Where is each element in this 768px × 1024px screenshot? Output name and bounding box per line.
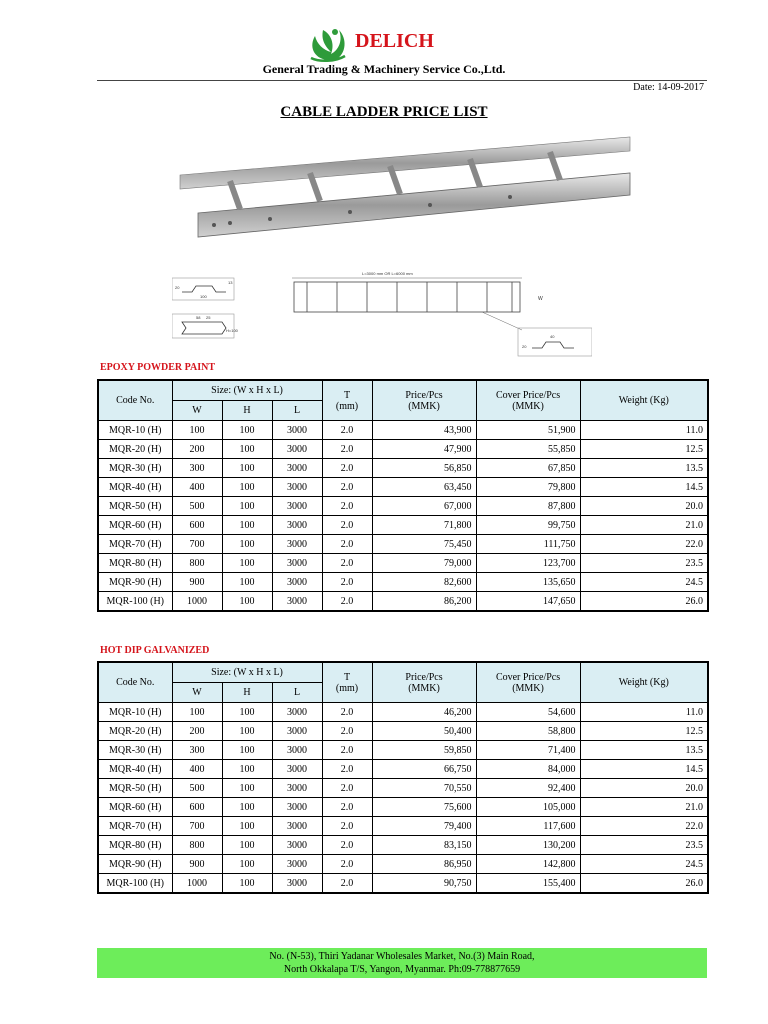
table-cell: 2.0 <box>322 798 372 817</box>
dim-label: 25 <box>206 315 211 320</box>
table-cell: 100 <box>222 836 272 855</box>
table-cell: 2.0 <box>322 478 372 497</box>
table-cell: 3000 <box>272 703 322 722</box>
document-title: CABLE LADDER PRICE LIST <box>280 104 488 120</box>
table-cell: 46,200 <box>372 703 476 722</box>
section-label-epoxy: EPOXY POWDER PAINT <box>100 362 215 373</box>
dim-label: 20 <box>175 285 180 290</box>
table-cell: 20.0 <box>580 497 708 516</box>
table-cell: 3000 <box>272 760 322 779</box>
table-row <box>98 535 708 554</box>
company-subtitle: General Trading & Machinery Service Co.,Ltd. <box>262 62 506 76</box>
table-cell: 71,400 <box>476 741 580 760</box>
dim-label: 58 <box>196 315 201 320</box>
table-cell: 59,850 <box>372 741 476 760</box>
table-cell: MQR-20 (H) <box>98 722 172 741</box>
table-cell: 86,200 <box>372 592 476 612</box>
table-cell: 26.0 <box>580 592 708 612</box>
table-cell: MQR-60 (H) <box>98 798 172 817</box>
table-cell: MQR-50 (H) <box>98 497 172 516</box>
table-cell: 100 <box>222 817 272 836</box>
table-cell: 111,750 <box>476 535 580 554</box>
table-cell: 147,650 <box>476 592 580 612</box>
table-cell: 135,650 <box>476 573 580 592</box>
col-header-size: Size: (W x H x L) <box>172 662 322 683</box>
table-cell: 100 <box>222 535 272 554</box>
table-cell: 66,750 <box>372 760 476 779</box>
table-cell: 79,000 <box>372 554 476 573</box>
table-cell: 3000 <box>272 855 322 874</box>
table-cell: 70,550 <box>372 779 476 798</box>
table-cell: 21.0 <box>580 798 708 817</box>
table-cell: MQR-80 (H) <box>98 554 172 573</box>
table-cell: 2.0 <box>322 573 372 592</box>
table-cell: 2.0 <box>322 836 372 855</box>
table-cell: 3000 <box>272 817 322 836</box>
table-cell: 47,900 <box>372 440 476 459</box>
table-cell: 100 <box>222 722 272 741</box>
table-cell: 117,600 <box>476 817 580 836</box>
table-row <box>98 592 708 612</box>
table-cell: 79,800 <box>476 478 580 497</box>
table-cell: MQR-10 (H) <box>98 421 172 440</box>
table-cell: 14.5 <box>580 478 708 497</box>
price-table-epoxy <box>97 379 709 612</box>
col-header-h: H <box>222 683 272 703</box>
table-cell: 100 <box>172 421 222 440</box>
table-cell: 3000 <box>272 874 322 894</box>
table-cell: MQR-80 (H) <box>98 836 172 855</box>
table-cell: 2.0 <box>322 554 372 573</box>
table-cell: MQR-30 (H) <box>98 741 172 760</box>
table-cell: 55,850 <box>476 440 580 459</box>
table-cell: 100 <box>222 440 272 459</box>
table-cell: 50,400 <box>372 722 476 741</box>
dim-label: 20 <box>522 344 527 349</box>
document-date: Date: 14-09-2017 <box>633 82 704 93</box>
table-cell: 21.0 <box>580 516 708 535</box>
table-cell: 100 <box>222 554 272 573</box>
table-cell: 67,850 <box>476 459 580 478</box>
table-cell: 63,450 <box>372 478 476 497</box>
col-header-weight: Weight (Kg) <box>580 380 708 421</box>
table-cell: 75,600 <box>372 798 476 817</box>
company-logo <box>300 24 470 64</box>
table-cell: 900 <box>172 573 222 592</box>
table-cell: 3000 <box>272 573 322 592</box>
table-row <box>98 573 708 592</box>
table-cell: 2.0 <box>322 535 372 554</box>
table-row <box>98 554 708 573</box>
dim-label: 13 <box>228 280 233 285</box>
table-cell: 155,400 <box>476 874 580 894</box>
table-cell: 2.0 <box>322 440 372 459</box>
table-cell: 79,400 <box>372 817 476 836</box>
length-note: L=3000 mm OR L=6000 mm <box>362 271 413 276</box>
table-cell: 2.0 <box>322 741 372 760</box>
col-header-weight: Weight (Kg) <box>580 662 708 703</box>
col-header-price: Price/Pcs (MMK) <box>372 662 476 703</box>
table-row <box>98 497 708 516</box>
table-row <box>98 798 708 817</box>
table-cell: 2.0 <box>322 817 372 836</box>
table-cell: 3000 <box>272 516 322 535</box>
table-cell: 3000 <box>272 554 322 573</box>
table-cell: 92,400 <box>476 779 580 798</box>
table-cell: 75,450 <box>372 535 476 554</box>
table-cell: 500 <box>172 779 222 798</box>
table-cell: MQR-40 (H) <box>98 478 172 497</box>
col-header-code: Code No. <box>98 662 172 703</box>
table-row <box>98 478 708 497</box>
table-cell: 84,000 <box>476 760 580 779</box>
table-cell: 71,800 <box>372 516 476 535</box>
table-cell: 22.0 <box>580 817 708 836</box>
table-cell: 400 <box>172 760 222 779</box>
table-cell: 100 <box>222 855 272 874</box>
table-cell: MQR-20 (H) <box>98 440 172 459</box>
table-cell: 100 <box>222 516 272 535</box>
table-cell: MQR-100 (H) <box>98 874 172 894</box>
table-cell: 90,750 <box>372 874 476 894</box>
col-header-price: Price/Pcs (MMK) <box>372 380 476 421</box>
section-label-galvanized: HOT DIP GALVANIZED <box>100 645 210 656</box>
col-header-l: L <box>272 683 322 703</box>
table-cell: 100 <box>222 779 272 798</box>
col-header-l: L <box>272 401 322 421</box>
table-cell: 22.0 <box>580 535 708 554</box>
col-header-h: H <box>222 401 272 421</box>
table-cell: 24.5 <box>580 573 708 592</box>
table-cell: 100 <box>222 573 272 592</box>
table-cell: 300 <box>172 741 222 760</box>
table-row <box>98 817 708 836</box>
dim-label: H=100 <box>226 328 238 333</box>
table-row <box>98 779 708 798</box>
col-header-w: W <box>172 401 222 421</box>
table-row <box>98 722 708 741</box>
cable-ladder-photo <box>170 133 632 245</box>
table-cell: 2.0 <box>322 760 372 779</box>
table-cell: 2.0 <box>322 459 372 478</box>
table-cell: 400 <box>172 478 222 497</box>
table-cell: 700 <box>172 535 222 554</box>
technical-drawing <box>172 268 592 358</box>
table-cell: 100 <box>222 592 272 612</box>
table-cell: 100 <box>222 741 272 760</box>
table-cell: 3000 <box>272 478 322 497</box>
table-cell: 12.5 <box>580 722 708 741</box>
col-header-cover-price: Cover Price/Pcs (MMK) <box>476 380 580 421</box>
col-header-size: Size: (W x H x L) <box>172 380 322 401</box>
table-cell: 100 <box>222 421 272 440</box>
table-row <box>98 459 708 478</box>
table-cell: 800 <box>172 836 222 855</box>
table-row <box>98 421 708 440</box>
col-header-t: T (mm) <box>322 380 372 421</box>
table-cell: 56,850 <box>372 459 476 478</box>
table-cell: 23.5 <box>580 554 708 573</box>
table-cell: 51,900 <box>476 421 580 440</box>
table-cell: 87,800 <box>476 497 580 516</box>
table-cell: 3000 <box>272 497 322 516</box>
table-cell: 2.0 <box>322 497 372 516</box>
table-cell: 14.5 <box>580 760 708 779</box>
table-cell: 26.0 <box>580 874 708 894</box>
table-cell: 100 <box>222 798 272 817</box>
table-cell: 200 <box>172 722 222 741</box>
table-cell: MQR-40 (H) <box>98 760 172 779</box>
table-cell: 43,900 <box>372 421 476 440</box>
table-cell: 100 <box>222 478 272 497</box>
table-cell: 100 <box>222 497 272 516</box>
price-table-galvanized <box>97 661 709 894</box>
col-header-cover-price: Cover Price/Pcs (MMK) <box>476 662 580 703</box>
table-row <box>98 703 708 722</box>
table-row <box>98 760 708 779</box>
col-header-w: W <box>172 683 222 703</box>
table-cell: 900 <box>172 855 222 874</box>
table-cell: 11.0 <box>580 703 708 722</box>
table-cell: 1000 <box>172 592 222 612</box>
table-cell: 54,600 <box>476 703 580 722</box>
table-cell: 105,000 <box>476 798 580 817</box>
table-cell: 86,950 <box>372 855 476 874</box>
table-cell: MQR-70 (H) <box>98 817 172 836</box>
table-cell: MQR-50 (H) <box>98 779 172 798</box>
table-cell: 2.0 <box>322 779 372 798</box>
table-cell: 99,750 <box>476 516 580 535</box>
table-cell: 12.5 <box>580 440 708 459</box>
table-cell: MQR-30 (H) <box>98 459 172 478</box>
table-cell: 600 <box>172 798 222 817</box>
table-cell: 2.0 <box>322 421 372 440</box>
col-header-code: Code No. <box>98 380 172 421</box>
table-cell: MQR-60 (H) <box>98 516 172 535</box>
table-cell: 100 <box>222 874 272 894</box>
table-row <box>98 440 708 459</box>
table-cell: 3000 <box>272 741 322 760</box>
table-row <box>98 516 708 535</box>
table-cell: 500 <box>172 497 222 516</box>
table-row <box>98 836 708 855</box>
company-name: DELICH <box>355 30 434 52</box>
header-divider <box>97 80 707 81</box>
table-cell: 83,150 <box>372 836 476 855</box>
table-cell: 100 <box>172 703 222 722</box>
table-cell: 100 <box>222 760 272 779</box>
table-cell: MQR-90 (H) <box>98 573 172 592</box>
table-cell: 200 <box>172 440 222 459</box>
table-cell: 13.5 <box>580 459 708 478</box>
table-cell: 2.0 <box>322 855 372 874</box>
footer-line-2: North Okkalapa T/S, Yangon, Myanmar. Ph:09-778877659 <box>283 964 521 975</box>
table-cell: 600 <box>172 516 222 535</box>
table-cell: 67,000 <box>372 497 476 516</box>
table-cell: 142,800 <box>476 855 580 874</box>
table-cell: 3000 <box>272 798 322 817</box>
table-cell: 1000 <box>172 874 222 894</box>
table-cell: MQR-90 (H) <box>98 855 172 874</box>
footer-line-1: No. (N-53), Thiri Yadanar Wholesales Market, No.(3) Main Road, <box>269 951 535 962</box>
width-label: W <box>538 296 543 302</box>
table-cell: 130,200 <box>476 836 580 855</box>
table-cell: 800 <box>172 554 222 573</box>
table-cell: 3000 <box>272 722 322 741</box>
table-cell: 3000 <box>272 440 322 459</box>
table-cell: 123,700 <box>476 554 580 573</box>
table-cell: 100 <box>222 703 272 722</box>
table-cell: 2.0 <box>322 516 372 535</box>
table-cell: 3000 <box>272 535 322 554</box>
table-cell: MQR-70 (H) <box>98 535 172 554</box>
table-cell: 11.0 <box>580 421 708 440</box>
leaf-logo-icon <box>305 24 349 64</box>
table-cell: 2.0 <box>322 874 372 894</box>
table-cell: 82,600 <box>372 573 476 592</box>
table-cell: 3000 <box>272 836 322 855</box>
table-cell: 3000 <box>272 779 322 798</box>
table-cell: 23.5 <box>580 836 708 855</box>
table-cell: 100 <box>222 459 272 478</box>
dim-label: 100 <box>200 294 207 299</box>
table-cell: 700 <box>172 817 222 836</box>
footer-address <box>97 948 707 978</box>
table-cell: 58,800 <box>476 722 580 741</box>
table-cell: 3000 <box>272 459 322 478</box>
table-cell: 300 <box>172 459 222 478</box>
table-cell: MQR-100 (H) <box>98 592 172 612</box>
table-cell: 13.5 <box>580 741 708 760</box>
table-cell: 2.0 <box>322 592 372 612</box>
table-row <box>98 855 708 874</box>
dim-label: 40 <box>550 334 555 339</box>
table-cell: 2.0 <box>322 722 372 741</box>
table-cell: MQR-10 (H) <box>98 703 172 722</box>
table-cell: 2.0 <box>322 703 372 722</box>
table-cell: 3000 <box>272 421 322 440</box>
table-cell: 20.0 <box>580 779 708 798</box>
table-row <box>98 741 708 760</box>
table-cell: 3000 <box>272 592 322 612</box>
table-row <box>98 874 708 894</box>
col-header-t: T (mm) <box>322 662 372 703</box>
table-cell: 24.5 <box>580 855 708 874</box>
